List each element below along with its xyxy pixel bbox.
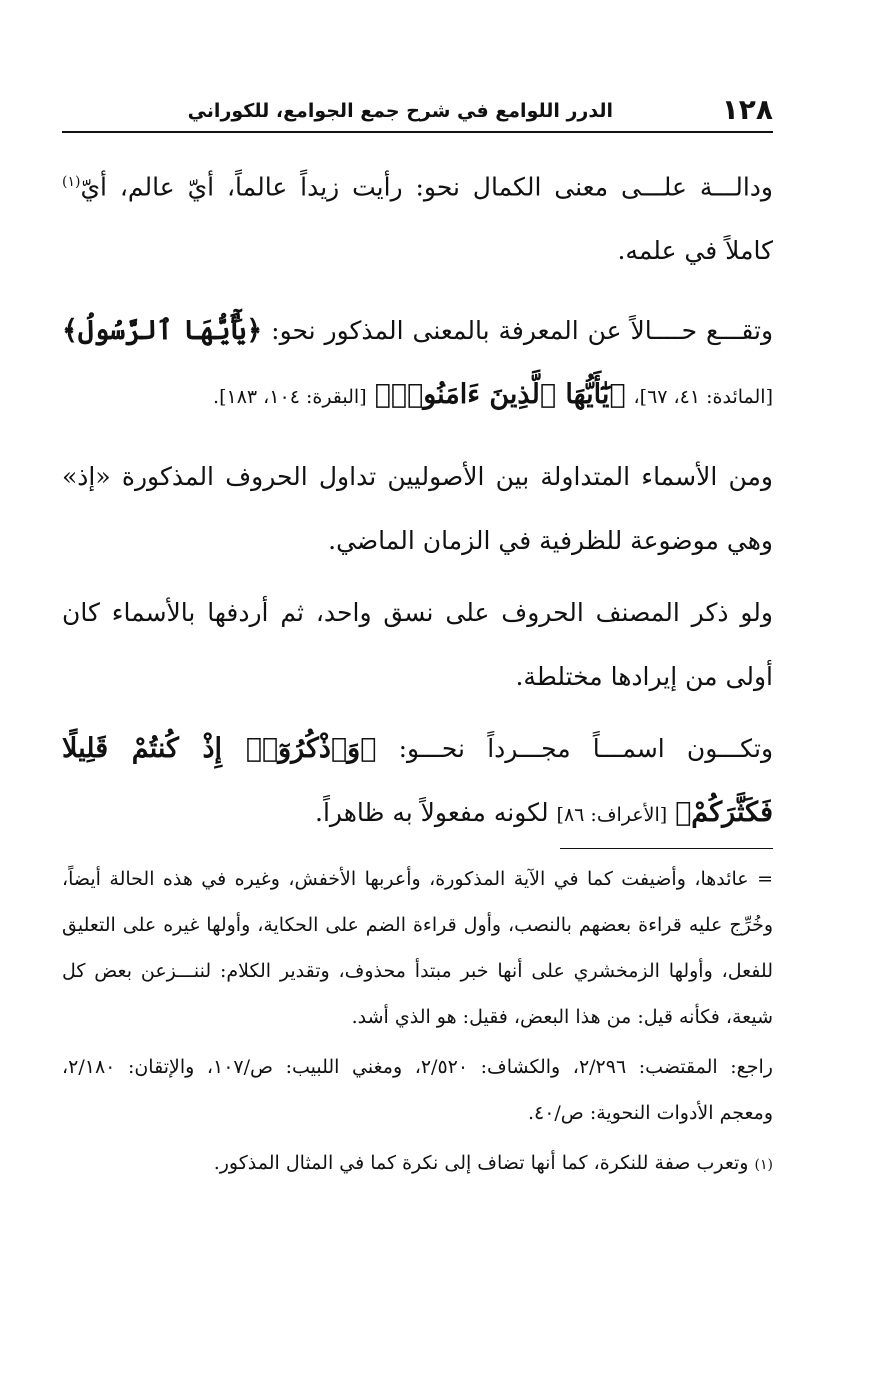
footnote-continuation: = عائدها، وأضيفت كما في الآية المذكورة، وأعربها الأخفش، وغيره في هذه الحالة أيضاً، وخُرِّج عليه قراءة بعضهم بالنصب، وأول قراءة الضم على الحكاية، وأولها غيره على التعليق للفعل، وأولها الزمخشري على أنها خبر مبتدأ محذوف، وتقدير الكلام: لننـــزعن بعض كل شيعة، فكأنه قيل: من هذا البعض، فقيل: هو الذي أشد.: [62, 868, 773, 1028]
quran-verse-3: ﴿وَٱذْكُرُوٓا۟ إِذْ كُنتُمْ قَلِيلًا فَكَثَّرَكُمْ﴾: [62, 733, 773, 829]
footnote-1: [62, 1140, 773, 1188]
paragraph-1-text: ودالـــة علـــى معنى الكمال نحو: رأيت زيداً عالماً، أيّ عالم، أيّ: [80, 172, 773, 202]
paragraph-4: ولو ذكر المصنف الحروف على نسق واحد، ثم أردفها بالأسماء كان أولى من إيرادها مختلطة.: [62, 598, 773, 692]
verse-reference-1: [المائدة: ٤١، ٦٧]،: [633, 386, 773, 409]
footnote-separator: [560, 848, 773, 849]
quran-verse-1: ﴿يَٰٓأَيُّهَا ٱلرَّسُولُ﴾: [62, 315, 263, 347]
paragraph-3: ومن الأسماء المتداولة بين الأصوليين تداول الحروف المذكورة «إذ» وهي موضوعة للظرفية في الزمان الماضي.: [62, 462, 773, 556]
main-text: [62, 150, 773, 855]
page-header: [62, 92, 773, 132]
footnotes: [62, 856, 773, 1192]
paragraph-5-intro: وتكـــون اسمـــاً مجـــرداً نحـــو:: [398, 734, 774, 764]
footnote-sources: راجع: المقتضب: ٢/٢٩٦، والكشاف: ٢/٥٢٠، ومغني اللبيب: ص/١٠٧، والإتقان: ٢/١٨٠، ومعجم الأدوات النحوية: ص/٤٠.: [62, 1056, 773, 1124]
header-rule: [62, 131, 773, 133]
running-title: الدرر اللوامع في شرح جمع الجوامع، للكوراني: [187, 100, 613, 122]
page-number: ١٢٨: [721, 93, 773, 126]
footnote-1-text: وتعرب صفة للنكرة، كما أنها تضاف إلى نكرة كما في المثال المذكور.: [213, 1152, 749, 1174]
paragraph-1: [62, 150, 773, 283]
paragraph-5: [62, 717, 773, 847]
paragraph-2-intro: وتقـــع حــــالاً عن المعرفة بالمعنى المذكور نحو:: [271, 316, 774, 346]
paragraph-5-end: لكونه مفعولاً به ظاهراً.: [315, 798, 549, 828]
paragraph-2: [62, 299, 773, 429]
verse-reference-2: [البقرة: ١٠٤، ١٨٣].: [213, 386, 367, 409]
verse-reference-3: [الأعراف: ٨٦]: [556, 804, 668, 827]
footnote-1-marker: (١): [754, 1157, 773, 1173]
paragraph-1-end: كاملاً في علمه.: [617, 236, 773, 266]
footnote-marker-1: (١): [62, 174, 81, 190]
quran-verse-2: ﴿يَٰٓأَيُّهَا ٱلَّذِينَ ءَامَنُوا۟﴾: [374, 379, 626, 411]
